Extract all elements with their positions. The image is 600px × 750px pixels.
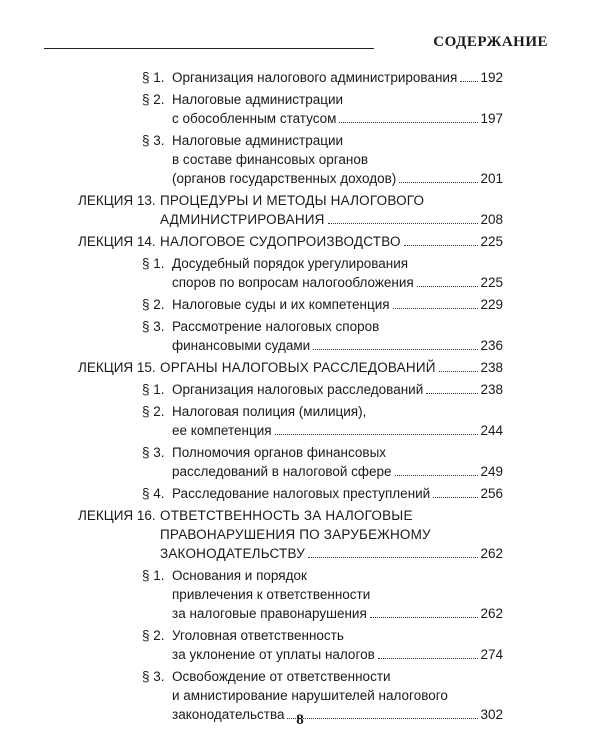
dot-leader <box>339 122 478 123</box>
page-reference: 208 <box>480 212 503 227</box>
section-title-line: (органов государственных доходов) <box>172 171 397 186</box>
section-title-line: с обособленным статусом <box>172 111 337 126</box>
lecture-title-line: ОТВЕТСТВЕННОСТЬ ЗА НАЛОГОВЫЕ <box>160 508 413 523</box>
dot-leader <box>275 434 479 435</box>
page-reference: 262 <box>480 546 503 561</box>
section-marker: § 1. <box>142 70 165 85</box>
page-reference: 236 <box>480 338 503 353</box>
section-title-line: Полномочия органов финансовых <box>172 445 387 460</box>
lecture-title-line: ОРГАНЫ НАЛОГОВЫХ РАССЛЕДОВАНИЙ <box>160 360 436 375</box>
page-reference: 262 <box>480 606 503 621</box>
page-reference: 229 <box>480 297 503 312</box>
section-title-line: привлечения к ответственности <box>172 587 371 602</box>
section-title-line: Досудебный порядок урегулирования <box>172 256 409 271</box>
dot-leader <box>395 475 479 476</box>
lecture-title-line: ПРАВОНАРУШЕНИЯ ПО ЗАРУБЕЖНОМУ <box>160 527 431 542</box>
page-reference: 238 <box>480 360 503 375</box>
toc-section-entry <box>0 484 600 503</box>
section-title-line: споров по вопросам налогообложения <box>172 275 414 290</box>
section-title-line: за налоговые правонарушения <box>172 606 367 621</box>
dot-leader <box>439 371 479 372</box>
page-title: СОДЕРЖАНИЕ <box>433 34 548 50</box>
toc-lecture-entry <box>0 232 600 251</box>
section-title-line: расследований в налоговой сфере <box>172 464 392 479</box>
dot-leader <box>313 349 478 350</box>
page-reference: 225 <box>480 234 503 249</box>
section-marker: § 2. <box>142 628 165 643</box>
dot-leader <box>460 81 478 82</box>
lecture-title-line: ЗАКОНОДАТЕЛЬСТВУ <box>160 546 305 561</box>
section-marker: § 2. <box>142 404 165 419</box>
toc-section-entry <box>0 254 600 292</box>
section-title-line: Налоговые администрации <box>172 133 344 148</box>
section-title-line: законодательства <box>172 707 285 722</box>
section-marker: § 2. <box>142 297 165 312</box>
section-marker: § 4. <box>142 486 165 501</box>
page-reference: 201 <box>480 171 503 186</box>
section-marker: § 1. <box>142 382 165 397</box>
lecture-title-line: НАЛОГОВОЕ СУДОПРОИЗВОДСТВО <box>160 234 401 249</box>
section-marker: § 1. <box>142 256 165 271</box>
section-title-line: Налоговые суды и их компетенция <box>172 297 390 312</box>
dot-leader <box>433 497 478 498</box>
section-title-line: в составе финансовых органов <box>172 152 369 167</box>
toc-section-entry <box>0 295 600 314</box>
page-reference: 274 <box>480 647 503 662</box>
lecture-title-line: АДМИНИСТРИРОВАНИЯ <box>160 212 325 227</box>
section-title-line: Организация налогового администрирования <box>172 70 458 85</box>
page-reference: 244 <box>480 423 503 438</box>
lecture-title-line: ПРОЦЕДУРЫ И МЕТОДЫ НАЛОГОВОГО <box>160 193 425 208</box>
toc-section-entry <box>0 380 600 399</box>
section-marker: § 3. <box>142 445 165 460</box>
page-number: 8 <box>296 712 304 728</box>
toc-section-entry <box>0 443 600 481</box>
section-title-line: и амнистирование нарушителей налогового <box>172 688 448 703</box>
section-title-line: за уклонение от уплаты налогов <box>172 647 375 662</box>
section-title-line: Рассмотрение налоговых споров <box>172 319 380 334</box>
lecture-number: ЛЕКЦИЯ 15. <box>78 360 156 375</box>
toc-section-entry <box>0 90 600 128</box>
toc-section-entry <box>0 131 600 188</box>
lecture-number: ЛЕКЦИЯ 16. <box>78 508 156 523</box>
dot-leader <box>378 658 479 659</box>
toc-section-entry <box>0 402 600 440</box>
toc-section-entry <box>0 317 600 355</box>
section-title-line: Налоговые администрации <box>172 92 344 107</box>
section-title-line: Налоговая полиция (милиция), <box>172 404 367 419</box>
dot-leader <box>426 393 478 394</box>
dot-leader <box>370 617 479 618</box>
page-reference: 197 <box>480 111 503 126</box>
section-marker: § 2. <box>142 92 165 107</box>
dot-leader <box>393 308 479 309</box>
toc-lecture-entry <box>0 506 600 563</box>
lecture-number: ЛЕКЦИЯ 13. <box>78 193 156 208</box>
dot-leader <box>328 223 479 224</box>
page-reference: 302 <box>480 707 503 722</box>
toc-section-entry <box>0 566 600 623</box>
section-title-line: ее компетенция <box>172 423 272 438</box>
section-title-line: Организация налоговых расследований <box>172 382 424 397</box>
toc-section-entry <box>0 626 600 664</box>
toc-lecture-entry <box>0 191 600 229</box>
page-reference: 225 <box>480 275 503 290</box>
section-marker: § 3. <box>142 133 165 148</box>
page-reference: 256 <box>480 486 503 501</box>
dot-leader <box>308 557 478 558</box>
section-title-line: Расследование налоговых преступлений <box>172 486 431 501</box>
section-title-line: Уголовная ответственность <box>172 628 344 643</box>
toc-lecture-entry <box>0 358 600 377</box>
section-marker: § 3. <box>142 319 165 334</box>
section-marker: § 1. <box>142 568 165 583</box>
dot-leader <box>404 245 479 246</box>
page-reference: 238 <box>480 382 503 397</box>
dot-leader <box>417 286 479 287</box>
toc-section-entry <box>0 68 600 87</box>
lecture-number: ЛЕКЦИЯ 14. <box>78 234 156 249</box>
page-reference: 249 <box>480 464 503 479</box>
page-reference: 192 <box>480 70 503 85</box>
section-title-line: Освобождение от ответственности <box>172 669 391 684</box>
section-title-line: Основания и порядок <box>172 568 307 583</box>
section-title-line: финансовыми судами <box>172 338 311 353</box>
dot-leader <box>399 182 478 183</box>
section-marker: § 3. <box>142 669 165 684</box>
